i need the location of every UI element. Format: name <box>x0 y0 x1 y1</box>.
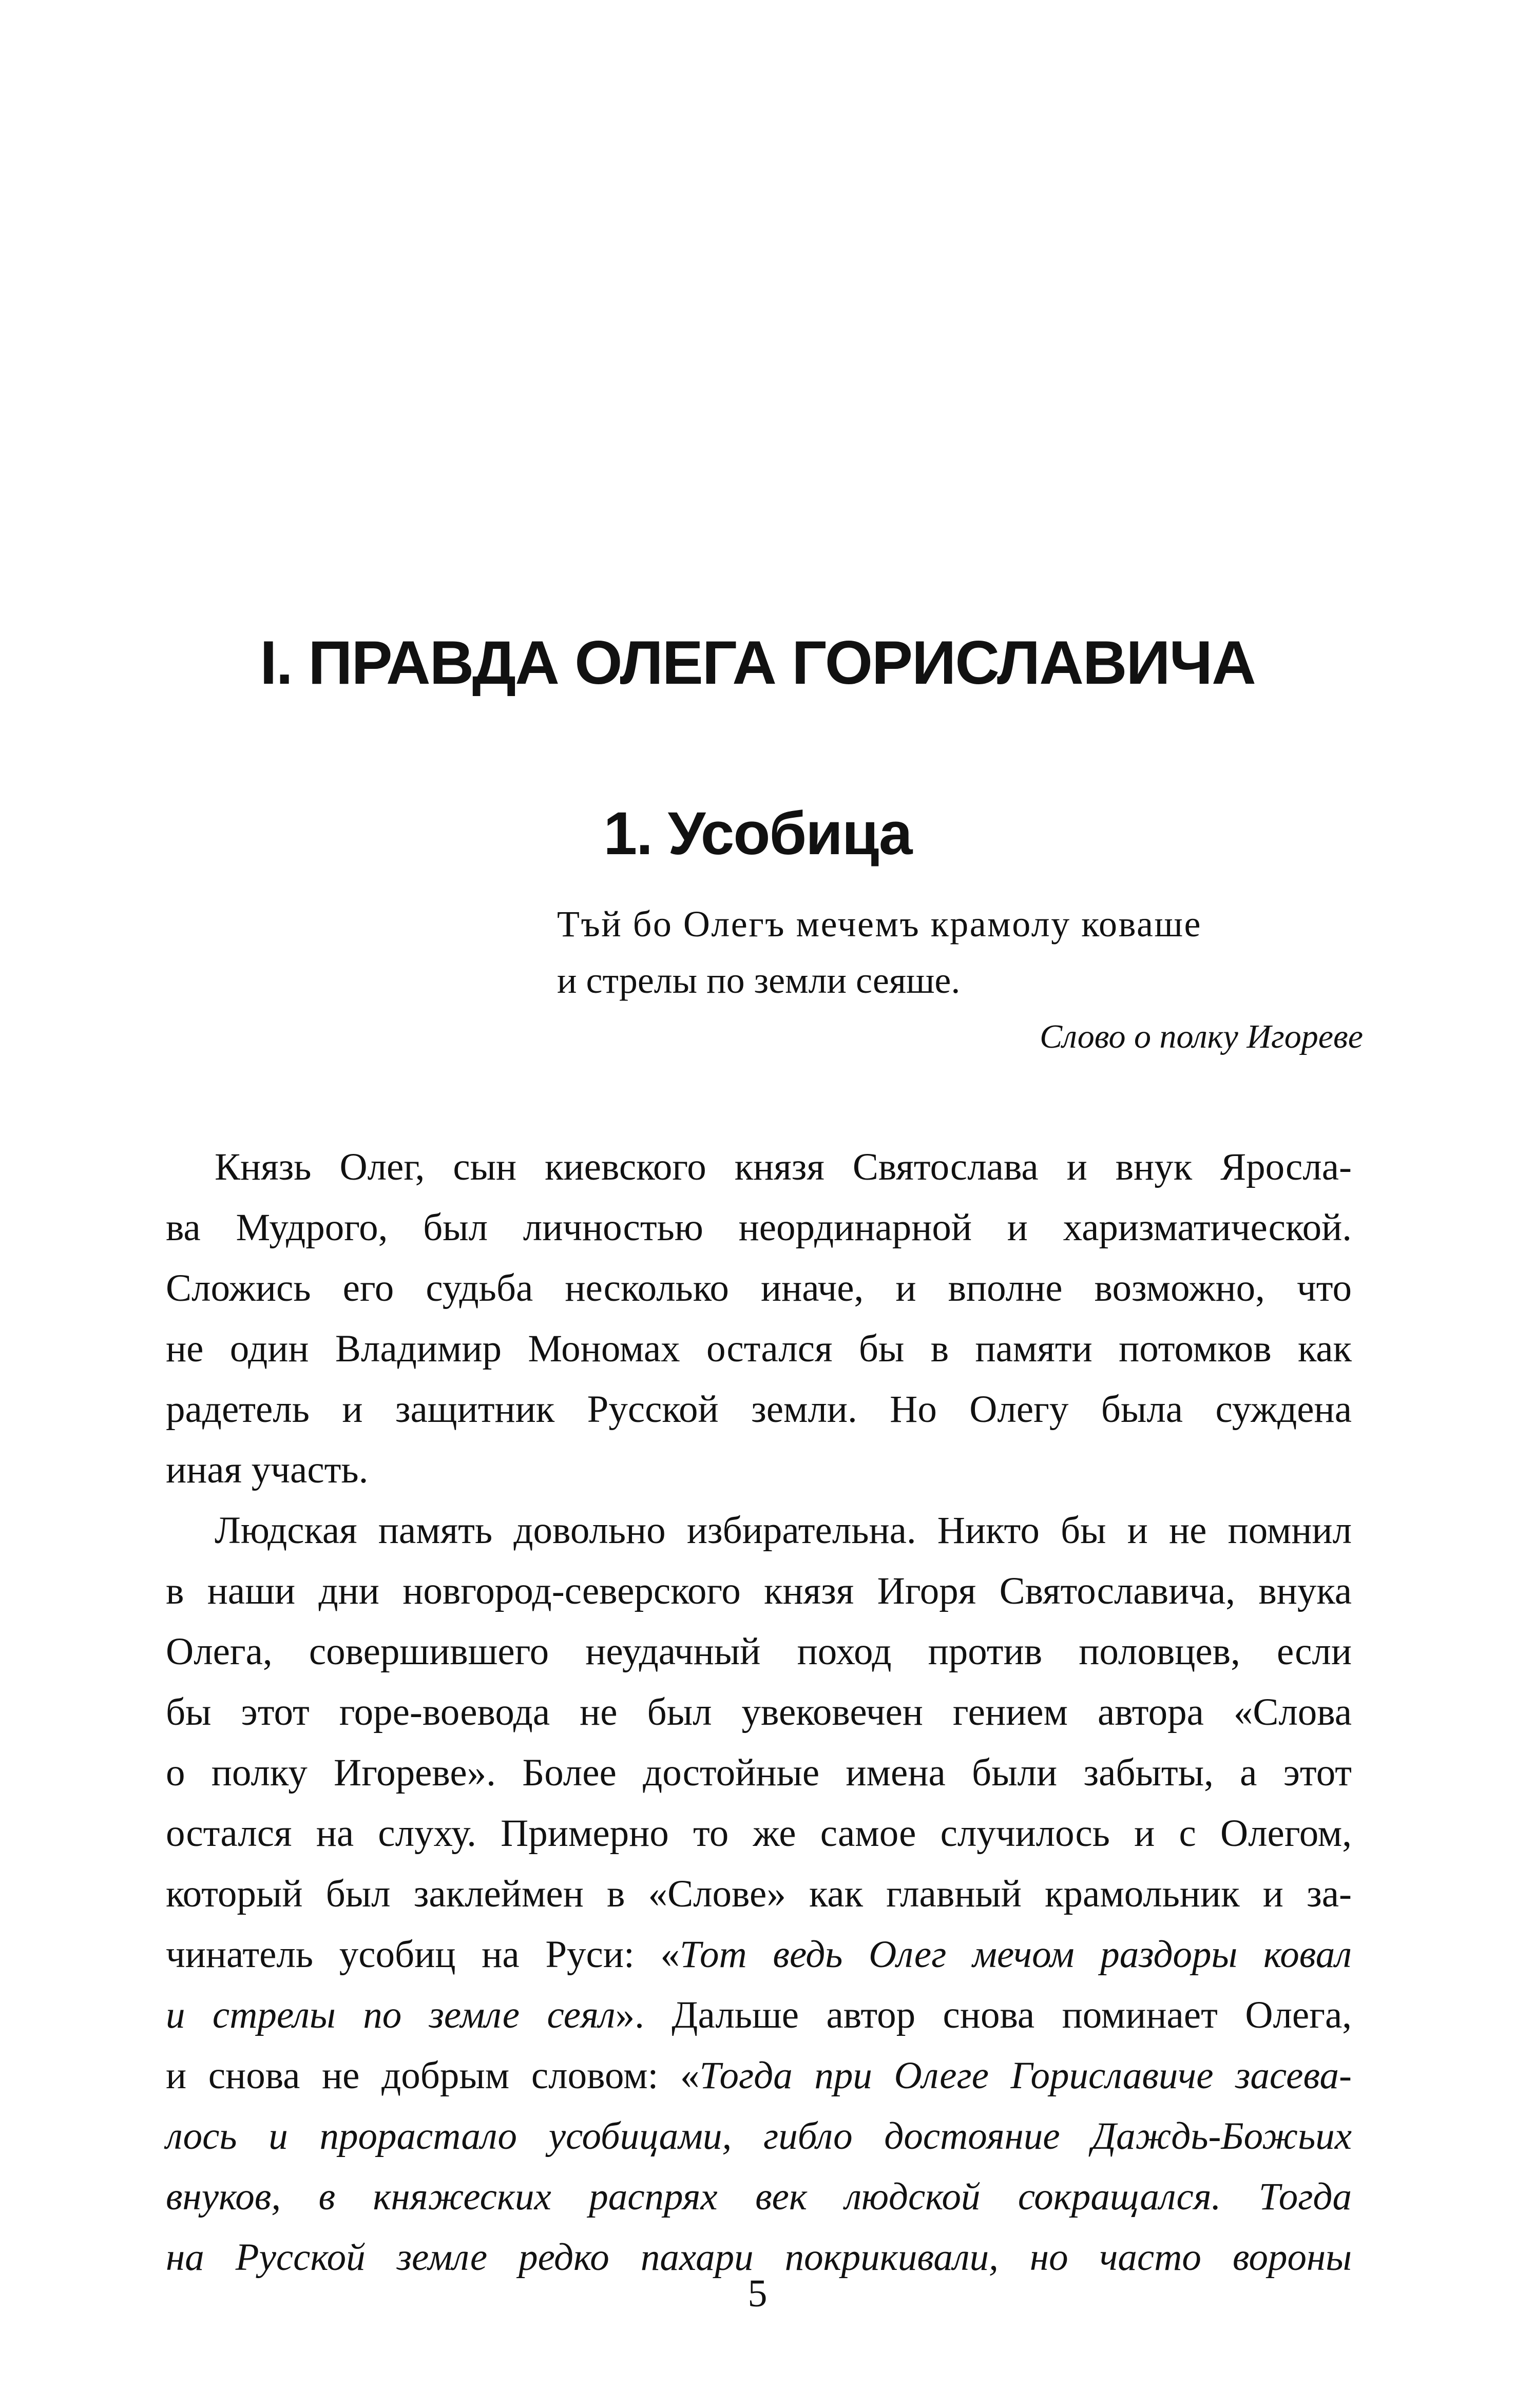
text-line <box>166 1198 1352 1258</box>
text-segment: чинатель усобиц на Руси: « <box>166 1933 680 1976</box>
text-line <box>166 1319 1352 1379</box>
text-line <box>166 2167 1352 2227</box>
epigraph-line: и стрелы по земли сеяше. <box>557 960 961 1001</box>
text-line <box>166 1924 1352 1985</box>
text-segment: Князь Олег, сын киевского князя Святослава и внук Яросла- <box>215 1146 1352 1188</box>
text-segment: бы этот горе-воевода не был увековечен гением автора «Слова <box>166 1691 1352 1733</box>
epigraph <box>557 896 1363 1065</box>
text-segment: Олега, совершившего неудачный поход против половцев, если <box>166 1630 1352 1673</box>
text-line <box>166 1258 1352 1319</box>
page-number: 5 <box>747 2272 768 2315</box>
text-segment: иная участь. <box>166 1449 369 1491</box>
text-line <box>166 1500 1352 1561</box>
text-line <box>166 2106 1352 2167</box>
text-segment: Сложись его судьба несколько иначе, и вполне возможно, что <box>166 1267 1352 1309</box>
italic-quote-segment: внуков, в княжеских распрях век людской сокращался. Тогда <box>166 2175 1352 2218</box>
text-line <box>166 1803 1352 1864</box>
text-segment: ». Дальше автор снова поминает Олега, <box>615 1994 1352 2036</box>
italic-quote-segment: лось и прорастало усобицами, гибло достояние Даждь-Божьих <box>166 2115 1352 2157</box>
text-line <box>166 1622 1352 1682</box>
body-text <box>166 1137 1352 2288</box>
epigraph-line: Тъй бо Олегъ мечемъ крамолу коваше <box>557 903 1202 945</box>
text-segment: радетель и защитник Русской земли. Но Олегу была суждена <box>166 1388 1352 1431</box>
chapter-title: I. ПРАВДА ОЛЕГА ГОРИСЛАВИЧА <box>260 628 1255 697</box>
italic-quote-segment: и стрелы по земле сеял <box>166 1994 616 2036</box>
text-segment: и снова не добрым словом: « <box>166 2054 700 2097</box>
text-line <box>166 1682 1352 1743</box>
text-line <box>166 1561 1352 1622</box>
italic-quote-segment: на Русской земле редко пахари покрикивали, но часто вороны <box>166 2236 1352 2279</box>
text-line <box>166 1379 1352 1440</box>
text-segment: ва Мудрого, был личностью неординарной и харизматической. <box>166 1206 1352 1249</box>
italic-quote-segment: Тогда при Олеге Гориславиче засева- <box>699 2054 1352 2097</box>
text-segment: который был заклеймен в «Слове» как главный крамольник и за- <box>166 1873 1352 1915</box>
text-line <box>166 1743 1352 1803</box>
paragraph <box>166 1500 1352 2288</box>
text-line <box>166 1137 1352 1198</box>
text-segment: остался на слуху. Примерно то же самое случилось и с Олегом, <box>166 1812 1352 1855</box>
text-segment: о полку Игореве». Более достойные имена были забыты, а этот <box>166 1751 1352 1794</box>
text-segment: Людская память довольно избирательна. Никто бы и не помнил <box>215 1509 1352 1552</box>
paragraph <box>166 1137 1352 1500</box>
italic-quote-segment: Тот ведь Олег мечом раздоры ковал <box>680 1933 1352 1976</box>
text-segment: не один Владимир Мономах остался бы в памяти потомков как <box>166 1327 1352 1370</box>
text-line <box>166 1440 1352 1500</box>
epigraph-source: Слово о полку Игореве <box>1040 1018 1363 1055</box>
section-title: 1. Усобица <box>603 800 912 868</box>
text-line <box>166 1985 1352 2046</box>
text-line <box>166 2046 1352 2106</box>
text-line <box>166 1864 1352 1924</box>
text-segment: в наши дни новгород-северского князя Игоря Святославича, внука <box>166 1570 1352 1612</box>
